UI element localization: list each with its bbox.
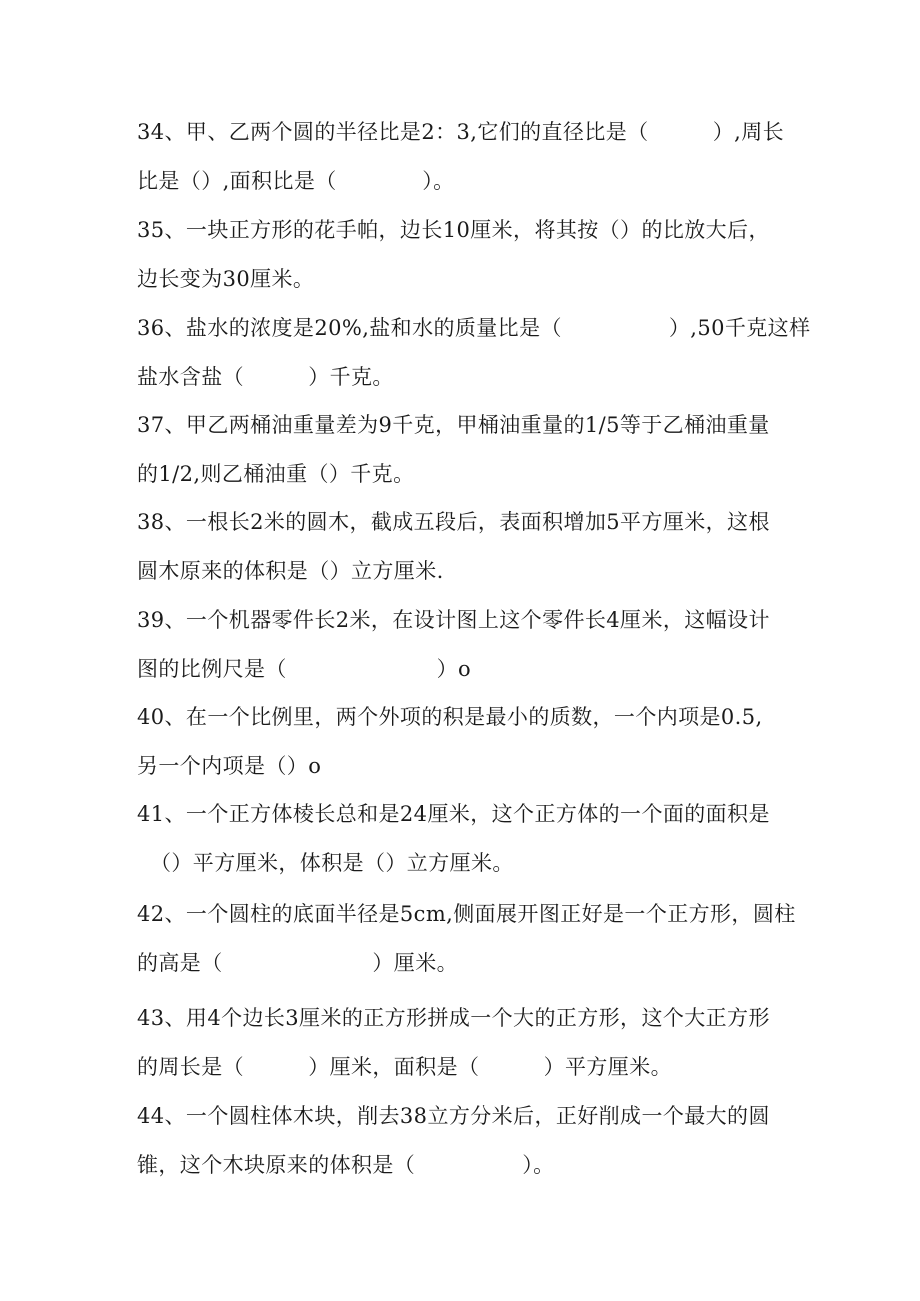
q38-line-1: 38、一根长2米的圆木，截成五段后，表面积增加5平方厘米，这根 <box>137 510 770 534</box>
q39-line-2: 图的比例尺是（ ）o <box>137 657 472 681</box>
q36-line-2: 盐水含盐（ ）千克。 <box>137 365 394 389</box>
q44-line-1: 44、一个圆柱体木块，削去38立方分米后，正好削成一个最大的圆 <box>137 1104 770 1128</box>
q40-line-1: 40、在一个比例里，两个外项的积是最小的质数，一个内项是0.5, <box>137 705 763 729</box>
q42-line-2: 的高是（ ）厘米。 <box>137 951 458 975</box>
q43-line-1: 43、用4个边长3厘米的正方形拼成一个大的正方形，这个大正方形 <box>137 1006 770 1030</box>
q34-line-2: 比是（）,面积比是（ ）。 <box>137 169 455 193</box>
q38-line-2: 圆木原来的体积是（）立方厘米. <box>137 559 444 583</box>
q37-line-2: 的1/2,则乙桶油重（）千克。 <box>137 462 415 486</box>
q42-line-1: 42、一个圆柱的底面半径是5cm,侧面展开图正好是一个正方形，圆柱 <box>137 902 796 926</box>
q43-line-2: 的周长是（ ）厘米，面积是（ ）平方厘米。 <box>137 1055 672 1079</box>
q35-line-1: 35、一块正方形的花手帕，边长10厘米，将其按（）的比放大后， <box>137 218 770 242</box>
q40-line-2: 另一个内项是（）o <box>137 754 322 778</box>
q39-line-1: 39、一个机器零件长2米，在设计图上这个零件长4厘米，这幅设计 <box>137 608 770 632</box>
q41-line-2: （）平方厘米，体积是（）立方厘米。 <box>150 851 514 875</box>
q44-line-2: 锥，这个木块原来的体积是（ ）。 <box>137 1153 555 1177</box>
q35-line-2: 边长变为30厘米。 <box>137 267 315 291</box>
q41-line-1: 41、一个正方体棱长总和是24厘米，这个正方体的一个面的面积是 <box>137 802 770 826</box>
q36-line-1: 36、盐水的浓度是20%,盐和水的质量比是（ ）,50千克这样 <box>137 316 811 340</box>
q37-line-1: 37、甲乙两桶油重量差为9千克，甲桶油重量的1/5等于乙桶油重量 <box>137 413 770 437</box>
q34-line-1: 34、甲、乙两个圆的半径比是2：3,它们的直径比是（ ）,周长 <box>137 120 784 144</box>
